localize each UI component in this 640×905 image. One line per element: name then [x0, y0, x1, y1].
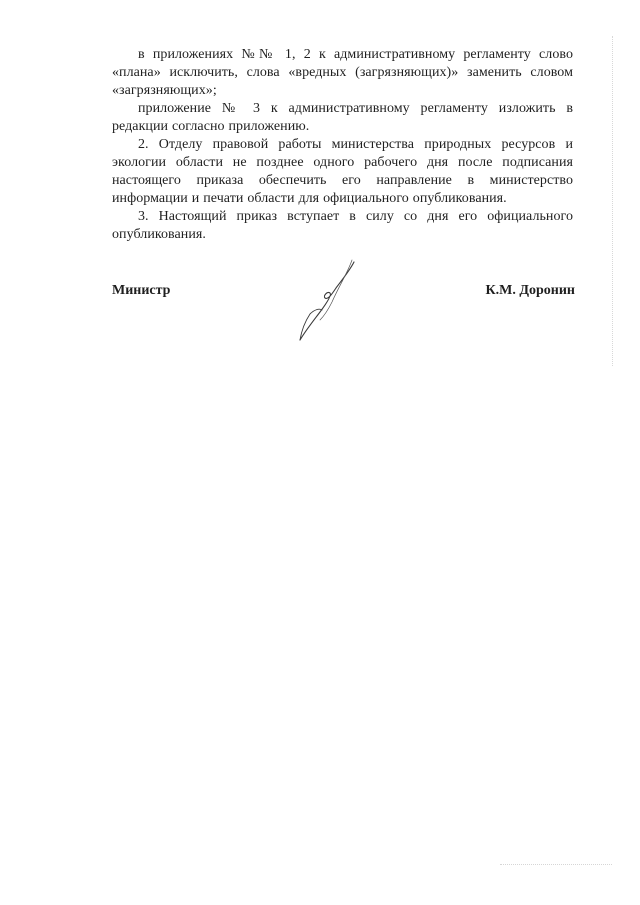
paragraph-item-3: 3. Настоящий приказ вступает в силу со дня его официального опубликования. — [112, 209, 573, 242]
paragraph-appendix-3: приложение № 3 к административному регламенту изложить в редакции согласно приложению. — [112, 101, 573, 134]
scan-edge-artifact — [612, 36, 615, 366]
signer-title: Министр — [112, 283, 171, 298]
paragraph-item-2: 2. Отделу правовой работы министерства природных ресурсов и экологии области не позднее одного рабочего дня после подписания настоящего приказа обеспечить его направление в министерство информации и печати области для официального опубликования. — [112, 137, 573, 206]
handwritten-signature — [292, 258, 364, 344]
paragraph-appendices-1-2: в приложениях №№ 1, 2 к административному регламенту слово «плана» исключить, слова «вредных (загрязняющих)» заменить словом «загрязняющих»; — [112, 47, 573, 98]
scan-bottom-artifact — [500, 864, 612, 866]
document-body — [112, 46, 573, 244]
signer-name: К.М. Доронин — [485, 283, 575, 298]
